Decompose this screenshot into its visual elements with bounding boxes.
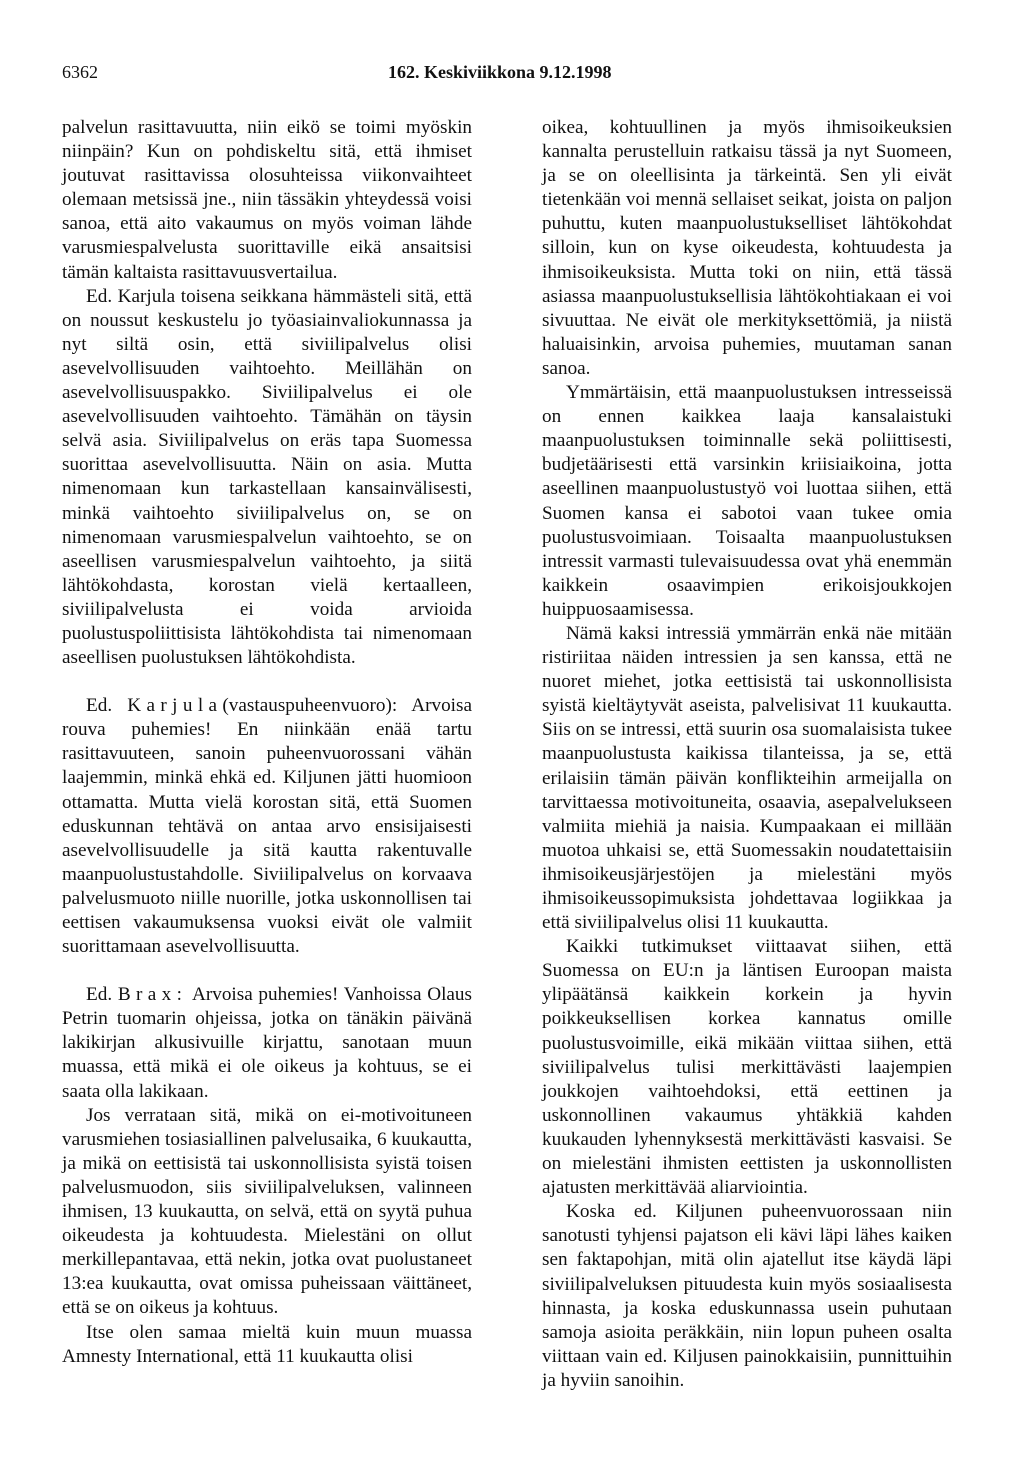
speaker-prefix: Ed.: [86, 984, 113, 1006]
speaker-name: Brax:: [117, 984, 188, 1006]
paragraph: oikea, kohtuullinen ja myös ihmisoikeuksien kannalta perustelluin ratkaisu tässä ja nyt Suomeen, ja se on oleellisinta ja tärkeintä. Sen yli eivät tietenkään voi mennä sellaiset seikat, joista on paljon puhuttu, kuten maanpuolustukselliset lähtökohdat silloin, kun on kyse oikeudesta, kohtuudesta ja ihmisoikeuksista. Mutta toki on niin, että tässä asiassa maanpuolustuksellisia lähtökohtiakaan ei voi sivuuttaa. Ne eivät ole merkityksettömiä, ja niistä haluaisinkin, arvoisa puhemies, muutaman sanan sanoa.: [542, 117, 952, 379]
paragraph: Nämä kaksi intressiä ymmärrän enkä näe mitään ristiriitaa näiden intressien ja sen kanssa, että ne nuoret miehet, jotka eettisistä tai uskonnollisista syistä kieltäytyvät aseista, palvelisivat 11 kuukautta. Siis on se intressi, että suurin osa suomalaisista tukee maanpuolustusta kaikissa tilanteissa, ja se, että erilaisiin tämän päivän konflikteihin armeijalla on tarvittaessa motivoituneita, osaavia, asepalvelukseen valmiita miehiä ja naisia. Kumpaakaan ei millään muotoa uhkaisi se, että Suomessakin noudatettaisiin ihmisoikeusjärjestöjen ja mielestäni myös ihmisoikeussopimuksista johdettavaa logiikkaa ja että siviilipalvelus olisi 11 kuukautta.: [542, 622, 952, 934]
speaker-paragraph: [62, 983, 472, 1103]
right-column: [542, 116, 952, 1393]
speech-text: (vastauspuheenvuoro): Arvoisa rouva puhemies! En niinkään enää tartu rasittavuuteen, sanoin puheenvuorossani vähän laajemmin, minkä ehkä ed. Kiljunen jätti huomioon ottamatta. Mutta vielä korostan sitä, että Suomen eduskunnan tehtävä on antaa arvo ensisijaisesti asevelvollisuudelle ja sitä kautta rakentuvalle maanpuolustustahdolle. Siviilipalvelus on korvaava palvelusmuoto niille nuorille, jotka uskonnollisen tai eettisen vakaumuksensa vuoksi eivät ole valmiit suorittamaan asevelvollisuutta.: [62, 695, 472, 958]
speech-text: Arvoisa puhemies! Vanhoissa Olaus Petrin tuomarin ohjeissa, jotka on tänäkin päivänä lakikirjan alkusivuille kirjattu, sanotaan muun muassa, että mikä ei ole oikeus ja kohtuus, se ei saata olla lakikaan.: [62, 984, 472, 1102]
paragraph: Itse olen samaa mieltä kuin muun muassa Amnesty International, että 11 kuukautta olisi: [62, 1321, 472, 1367]
paragraph: Ed. Karjula toisena seikkana hämmästeli sitä, että on noussut keskustelu jo työasiainvaliokunnassa ja nyt siltä osin, että siviilipalvelus olisi asevelvollisuuden vaihtoehto. Meillähän on asevelvollisuuspakko. Siviilipalvelus ei ole asevelvollisuuden vaihtoehto. Tämähän on täysin selvä asia. Siviilipalvelus on eräs tapa Suomessa suorittaa asevelvollisuutta. Näin on asia. Mutta nimenomaan kun tarkastellaan kansainvälisesti, minkä vaihtoehto siviilipalvelus on, se on nimenomaan varusmiespalvelun vaihtoehto, se on aseellisen varusmiespalvelun vaihtoehto, ja siitä lähtökohdasta, korostan vielä kertaalleen, siviilipalvelusta ei voida arvioida puolustuspoliittisista lähtökohdista tai nimenomaan aseellisen puolustuksen lähtökohdista.: [62, 285, 472, 669]
page-number: 6362: [62, 62, 98, 82]
paragraph: Koska ed. Kiljunen puheenvuorossaan niin sanotusti tyhjensi pajatson eli kävi läpi lähes kaiken sen faktapohjan, mitä olin ajatellut itse käydä läpi siviilipalveluksen pituudesta kuin myös sosiaalisesta hinnasta, ja koska eduskunnassa usein puhutaan samoja asioita peräkkäin, niin lopun puheen osalta viittaan vain ed. Kiljusen painokkaisiin, punnittuihin ja hyviin sanoihin.: [542, 1201, 952, 1391]
page-header: [62, 62, 962, 86]
paragraph: Kaikki tutkimukset viittaavat siihen, että Suomessa on EU:n ja läntisen Euroopan maista ylipäätänsä kaikkein korkein ja hyvin poikkeuksellisen korkea kannatus omille puolustusvoimille, eikä mikään viittaa siihen, että siviilipalvelus tulisi merkittävästi laajempien joukkojen vaihtoehdoksi, että eettinen ja uskonnollinen vakaumus yhtäkkiä kahden kuukauden lyhennyksestä merkittävästi kasvaisi. Se on mielestäni ihmisten eettisten ja uskonnollisten ajatusten merkittävää aliarviointia.: [542, 936, 952, 1199]
speaker-name: Karjula: [127, 695, 223, 717]
left-column: [62, 116, 472, 1369]
paragraph: palvelun rasittavuutta, niin eikö se toimi myöskin niinpäin? Kun on pohdiskeltu sitä, että ihmiset joutuvat rasittavissa olosuhteissa viikonvaihteet olemaan metsissä jne., niin tässäkin yhteydessä voisi sanoa, että aito vakaumus on myös voiman lähde varusmiespalvelusta suorittaville eikä ansaitsisi tämän kaltaista rasittavuusvertailua.: [62, 117, 472, 283]
speaker-prefix: Ed.: [86, 695, 113, 717]
session-title: 162. Keskiviikkona 9.12.1998: [388, 62, 612, 82]
speaker-paragraph: [62, 694, 472, 959]
paragraph: Jos verrataan sitä, mikä on ei-motivoituneen varusmiehen tosiasiallinen palvelusaika, 6 kuukautta, ja mikä on eettisistä tai uskonnollisista syistä toisen palvelusmuodon, siis siviilipalveluksen, valinneen ihmisen, 13 kuukautta, on selvä, että on syytä puhua oikeudesta ja kohtuudesta. Mielestäni on ollut merkillepantavaa, että nekin, jotka ovat puolustaneet 13:ea kuukautta, ovat omissa puheissaan väittäneet, että se on oikeus ja kohtuus.: [62, 1104, 472, 1319]
paragraph: Ymmärtäisin, että maanpuolustuksen intresseissä on ennen kaikkea laaja kansalaistuki maanpuolustuksen toiminnalle sekä poliittisesti, budjetäärisesti että varsinkin kriisiaikoina, jotta aseellinen maanpuolustustyö voi luottaa siihen, että Suomen kansa ei sabotoi vaan tukee omia puolustusvoimiaan. Toisaalta maanpuolustuksen intressit varmasti tulevaisuudessa ovat yhä enemmän kaikkein osaavimpien erikoisjoukkojen huippuosaamisessa.: [542, 382, 952, 620]
